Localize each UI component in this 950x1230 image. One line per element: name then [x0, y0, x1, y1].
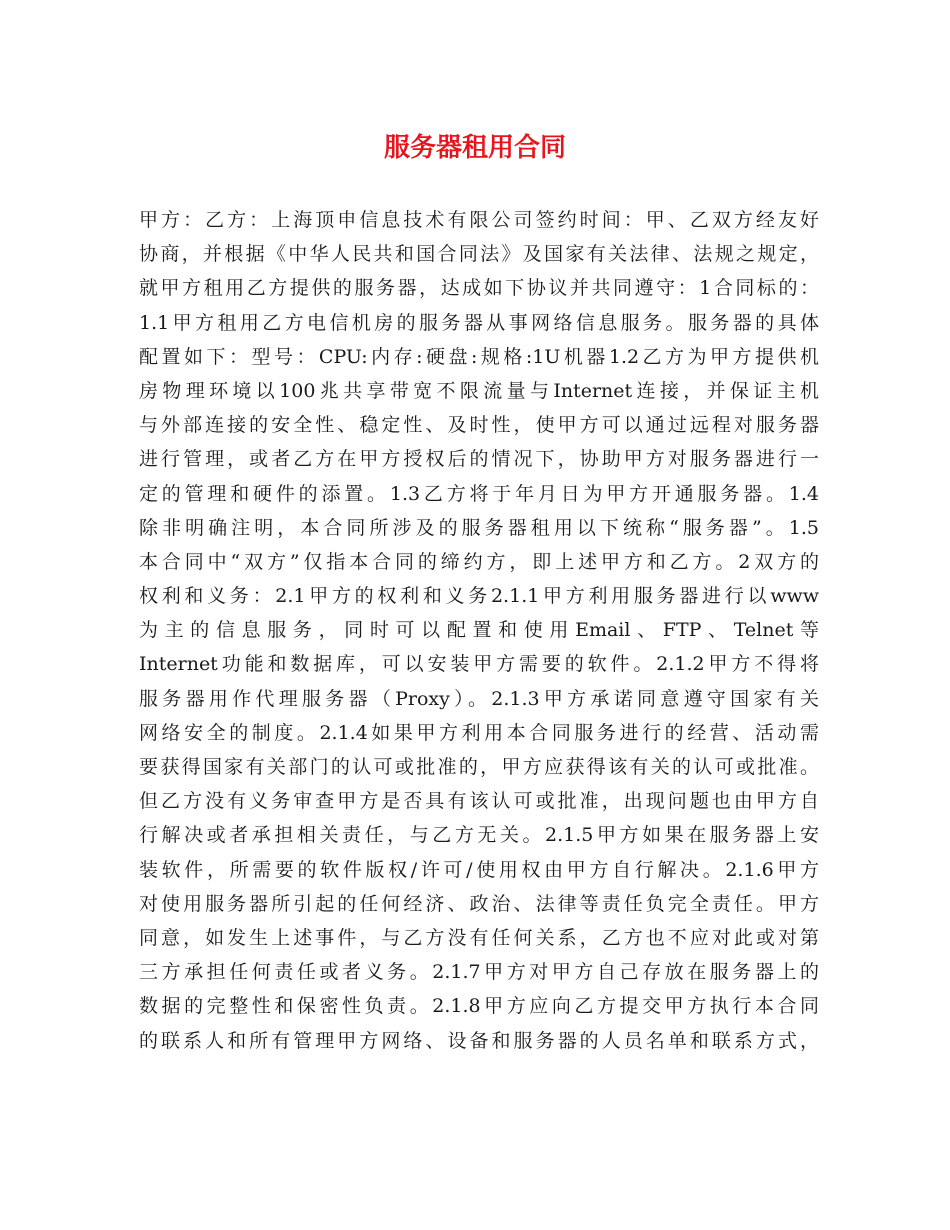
body-line: 数据的完整性和保密性负责。2.1.8甲方应向乙方提交甲方执行本合同 [139, 995, 819, 1018]
body-line: 1.1甲方租用乙方电信机房的服务器从事网络信息服务。服务器的具体 [139, 311, 819, 334]
body-line: 但乙方没有义务审查甲方是否具有该认可或批准，出现问题也由甲方自 [139, 790, 819, 813]
document-title: 服务器租用合同 [383, 133, 566, 163]
body-line: 定的管理和硬件的添置。1.3乙方将于年月日为甲方开通服务器。1.4 [139, 482, 819, 505]
body-line: 三方承担任何责任或者义务。2.1.7甲方对甲方自己存放在服务器上的 [139, 961, 819, 984]
body-line: 与外部连接的安全性、稳定性、及时性，使甲方可以通过远程对服务器 [139, 414, 819, 437]
contract-body [139, 203, 819, 1058]
body-line: 行解决或者承担相关责任，与乙方无关。2.1.5甲方如果在服务器上安 [139, 824, 819, 847]
body-line: 对使用服务器所引起的任何经济、政治、法律等责任负完全责任。甲方 [139, 892, 819, 915]
body-line: 除非明确注明，本合同所涉及的服务器租用以下统称“服务器”。1.5 [139, 516, 819, 539]
body-line: 本合同中“双方”仅指本合同的缔约方，即上述甲方和乙方。2双方的 [139, 550, 819, 573]
body-line: 甲方：乙方：上海顶申信息技术有限公司签约时间：甲、乙双方经友好 [139, 209, 819, 231]
body-line: 就甲方租用乙方提供的服务器，达成如下协议并共同遵守：1合同标的： [139, 277, 819, 300]
body-line: 配置如下：型号：CPU:内存:硬盘:规格:1U机器1.2乙方为甲方提供机 [139, 345, 819, 368]
body-line: 权利和义务：2.1甲方的权利和义务2.1.1甲方利用服务器进行以www [139, 585, 819, 608]
body-line: 网络安全的制度。2.1.4如果甲方利用本合同服务进行的经营、活动需 [139, 721, 819, 744]
body-line: Internet功能和数据库，可以安装甲方需要的软件。2.1.2甲方不得将 [139, 653, 819, 676]
body-line: 为主的信息服务，同时可以配置和使用Email、FTP、Telnet等 [139, 619, 819, 642]
body-line: 要获得国家有关部门的认可或批准的，甲方应获得该有关的认可或批准。 [139, 756, 819, 778]
body-line: 协商，并根据《中华人民共和国合同法》及国家有关法律、法规之规定， [139, 243, 819, 266]
body-line: 装软件，所需要的软件版权/许可/使用权由甲方自行解决。2.1.6甲方 [139, 858, 819, 881]
body-line: 同意，如发生上述事件，与乙方没有任何关系，乙方也不应对此或对第 [139, 926, 819, 949]
body-line: 服务器用作代理服务器（Proxy）。2.1.3甲方承诺同意遵守国家有关 [139, 687, 819, 710]
body-line: 房物理环境以100兆共享带宽不限流量与Internet连接，并保证主机 [139, 379, 819, 402]
body-line: 进行管理，或者乙方在甲方授权后的情况下，协助甲方对服务器进行一 [139, 448, 819, 471]
body-line: 的联系人和所有管理甲方网络、设备和服务器的人员名单和联系方式， [139, 1029, 819, 1052]
